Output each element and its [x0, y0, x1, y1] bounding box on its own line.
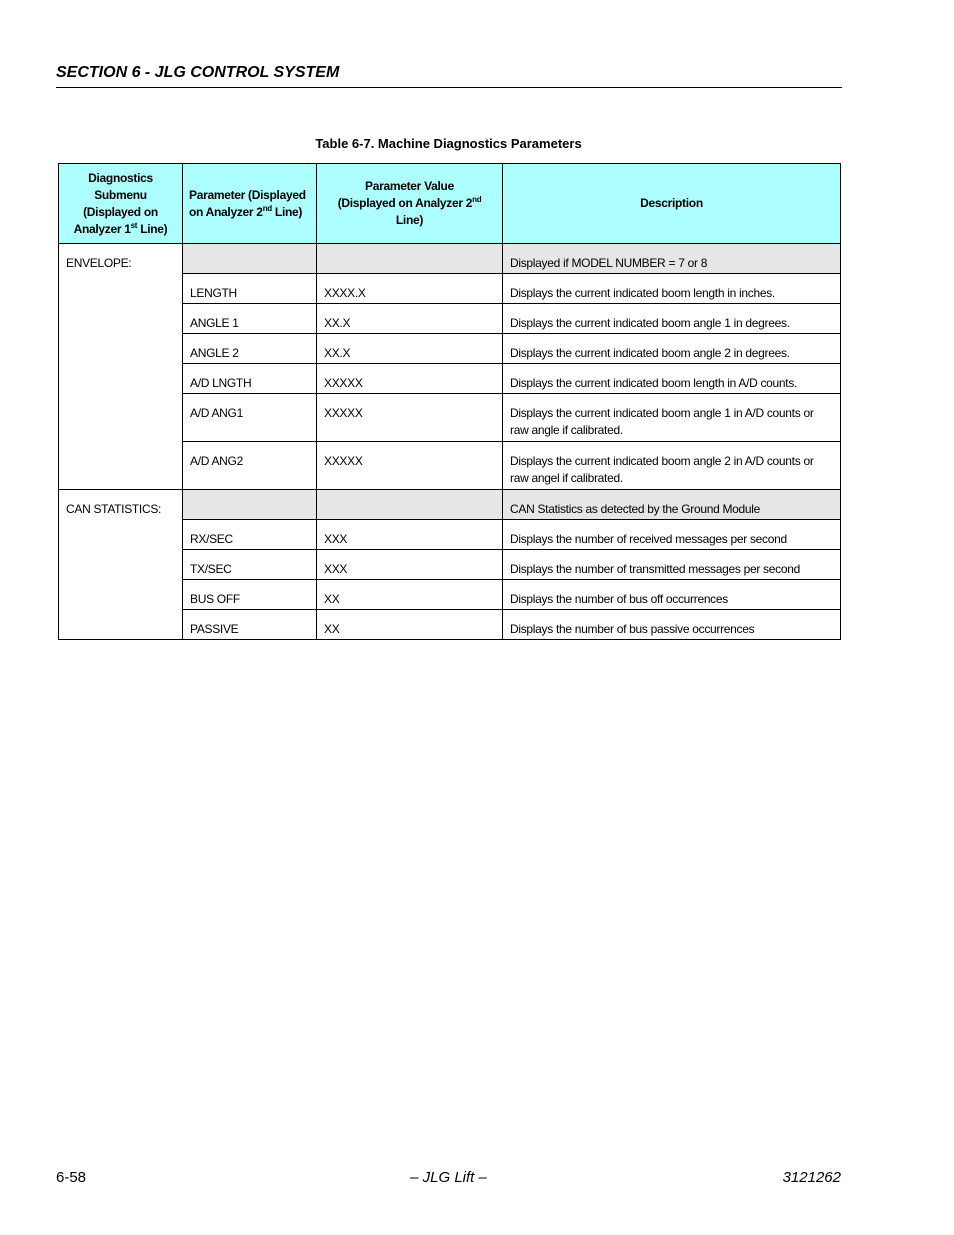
value-cell: XXX — [317, 550, 503, 580]
description-cell: Displays the current indicated boom length in A/D counts. — [503, 364, 841, 394]
parameter-cell: ANGLE 1 — [183, 304, 317, 334]
group-description-cell: CAN Statistics as detected by the Ground Module — [503, 490, 841, 520]
value-cell: XX.X — [317, 334, 503, 364]
parameter-cell: A/D ANG1 — [183, 394, 317, 442]
parameter-cell: TX/SEC — [183, 550, 317, 580]
description-cell: Displays the current indicated boom angle 2 in A/D counts or raw angel if calibrated. — [503, 442, 841, 490]
document-number: 3121262 — [782, 1169, 841, 1186]
blank-cell — [317, 490, 503, 520]
section-header — [56, 64, 842, 88]
parameter-cell: A/D LNGTH — [183, 364, 317, 394]
header-diagnostics-submenu: Diagnostics Submenu (Displayed on Analyzer 1st Line) — [59, 164, 183, 244]
description-cell: Displays the number of transmitted messages per second — [503, 550, 841, 580]
table-row — [59, 244, 841, 274]
header-parameter: Parameter (Displayed on Analyzer 2nd Line) — [183, 164, 317, 244]
section-title: SECTION 6 - JLG CONTROL SYSTEM — [56, 64, 340, 81]
description-cell: Displays the number of received messages per second — [503, 520, 841, 550]
blank-cell — [317, 244, 503, 274]
description-cell: Displays the current indicated boom length in inches. — [503, 274, 841, 304]
group-description-cell: Displayed if MODEL NUMBER = 7 or 8 — [503, 244, 841, 274]
parameter-cell: ANGLE 2 — [183, 334, 317, 364]
submenu-cell: CAN STATISTICS: — [59, 490, 183, 640]
description-cell: Displays the current indicated boom angle 1 in A/D counts or raw angle if calibrated. — [503, 394, 841, 442]
value-cell: XX — [317, 610, 503, 640]
value-cell: XXXXX — [317, 442, 503, 490]
header-description: Description — [503, 164, 841, 244]
description-cell: Displays the number of bus passive occurrences — [503, 610, 841, 640]
description-cell: Displays the current indicated boom angle 1 in degrees. — [503, 304, 841, 334]
submenu-cell: ENVELOPE: — [59, 244, 183, 490]
value-cell: XXXX.X — [317, 274, 503, 304]
value-cell: XX.X — [317, 304, 503, 334]
parameter-cell: BUS OFF — [183, 580, 317, 610]
table-header-row — [59, 164, 841, 244]
parameter-cell: LENGTH — [183, 274, 317, 304]
header-parameter-value: Parameter Value (Displayed on Analyzer 2nd Line) — [317, 164, 503, 244]
description-cell: Displays the number of bus off occurrences — [503, 580, 841, 610]
blank-cell — [183, 244, 317, 274]
footer-brand: – JLG Lift – — [410, 1169, 487, 1186]
table-caption: Table 6-7. Machine Diagnostics Parameters — [315, 136, 582, 151]
value-cell: XXX — [317, 520, 503, 550]
table-row — [59, 490, 841, 520]
value-cell: XXXXX — [317, 364, 503, 394]
blank-cell — [183, 490, 317, 520]
description-cell: Displays the current indicated boom angle 2 in degrees. — [503, 334, 841, 364]
parameter-cell: PASSIVE — [183, 610, 317, 640]
parameter-cell: RX/SEC — [183, 520, 317, 550]
value-cell: XX — [317, 580, 503, 610]
diagnostics-table — [58, 163, 841, 640]
page-number: 6-58 — [56, 1169, 87, 1186]
value-cell: XXXXX — [317, 394, 503, 442]
parameter-cell: A/D ANG2 — [183, 442, 317, 490]
